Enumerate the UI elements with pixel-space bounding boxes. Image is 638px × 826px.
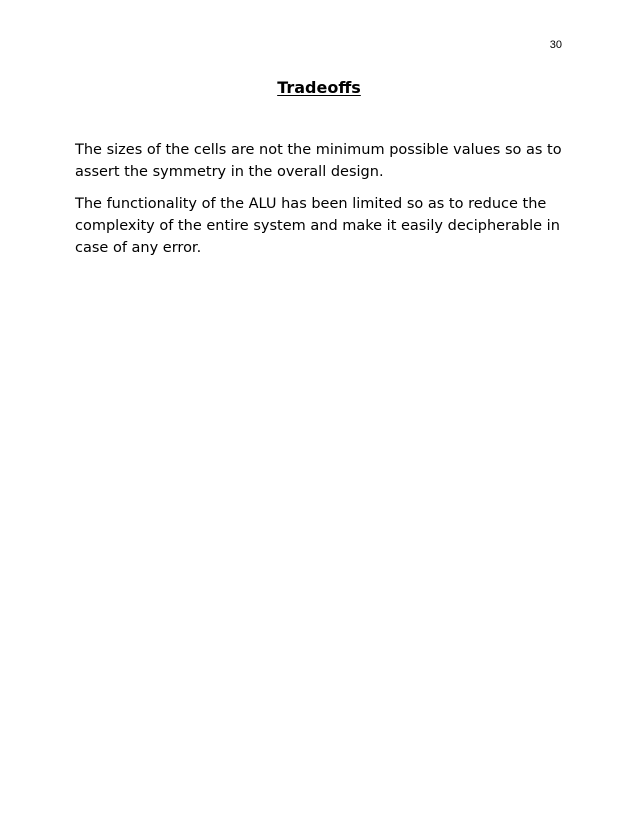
paragraph-alu-functionality: The functionality of the ALU has been limited so as to reduce the complexity of the entire system and make it easily decipherable in case of any error. bbox=[75, 196, 560, 256]
page-number: 30 bbox=[549, 39, 562, 51]
paragraph-cell-sizes: The sizes of the cells are not the minimum possible values so as to assert the symmetry in the overall design. bbox=[75, 142, 562, 180]
section-title bbox=[0, 78, 638, 98]
body-text bbox=[75, 139, 575, 269]
section-title-text: Tradeoffs bbox=[277, 78, 361, 97]
